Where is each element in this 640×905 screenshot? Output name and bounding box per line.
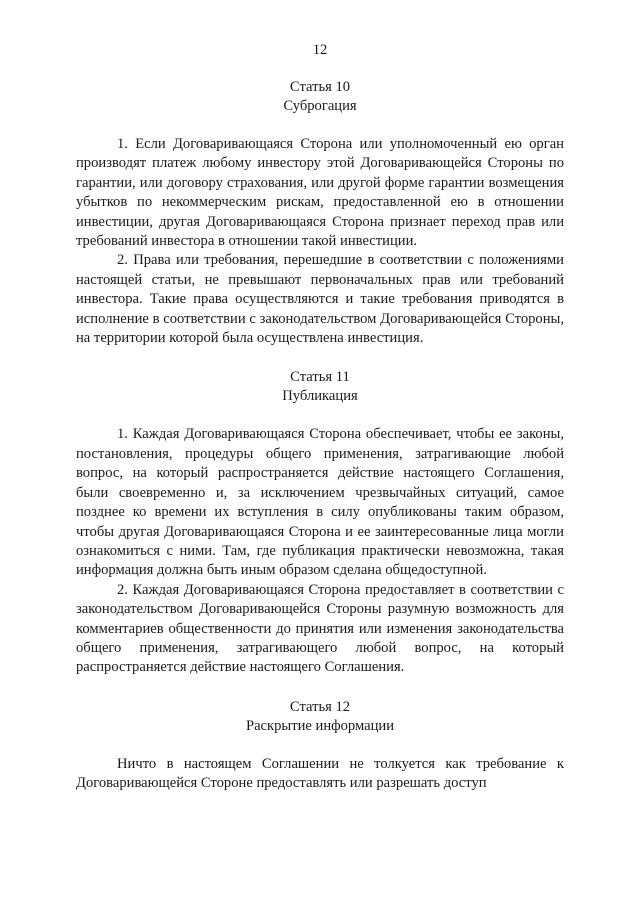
paragraph: 1. Если Договаривающаяся Сторона или уполномоченный ею орган производят платеж любому инвестору этой Договаривающейся Стороны по гарантии, или договору страхования, или другой форме гарантии возмещения убытков по некоммерческим рискам, предоставленной ею в отношении инвестиции, другая Договаривающаяся Сторона признает переход прав или требований инвестора в отношении такой инвестиции.: [76, 136, 564, 250]
article-heading: [76, 368, 564, 406]
article-12: [76, 698, 564, 794]
page-number: 12: [312, 42, 328, 58]
article-11: [76, 368, 564, 677]
paragraph: 1. Каждая Договаривающаяся Сторона обеспечивает, чтобы ее законы, постановления, процедуры общего применения, затрагивающие любой вопрос, на который распространяется действие настоящего Соглашения, были своевременно и, за исключением чрезвычайных ситуаций, самое позднее ко времени их вступления в силу опубликованы таким образом, чтобы другая Договаривающаяся Сторона и ее заинтересованные лица могли ознакомиться с ними. Там, где публикация практически невозможна, такая информация должна быть иным образом сделана общедоступной.: [76, 426, 564, 579]
article-number: Статья 10: [289, 79, 351, 95]
article-10: [76, 78, 564, 348]
paragraph: 2. Права или требования, перешедшие в соответствии с положениями настоящей статьи, не превышают первоначальных прав или требований инвестора. Такие права осуществляются и такие требования приводятся в исполнение в соответствии с законодательством Договаривающейся Стороны, на территории которой была осуществлена инвестиция.: [76, 252, 564, 347]
document-body: [76, 78, 564, 794]
article-title: Публикация: [282, 388, 358, 405]
article-number: Статья 11: [290, 369, 350, 386]
article-heading: [76, 698, 564, 736]
article-title: Суброгация: [283, 98, 357, 114]
article-heading: [76, 78, 564, 116]
article-number: Статья 12: [289, 698, 351, 715]
paragraph: Ничто в настоящем Соглашении не толкуется как требование к Договаривающейся Стороне предоставлять или разрешать доступ: [76, 755, 564, 792]
paragraph: 2. Каждая Договаривающаяся Сторона предоставляет в соответствии с законодательством Договаривающейся Стороны разумную возможность для комментариев общественности до принятия или изменения законодательства общего применения, затрагивающего любой вопрос, на который распространяется действие настоящего Соглашения.: [76, 581, 564, 676]
article-title: Раскрытие информации: [245, 717, 395, 734]
